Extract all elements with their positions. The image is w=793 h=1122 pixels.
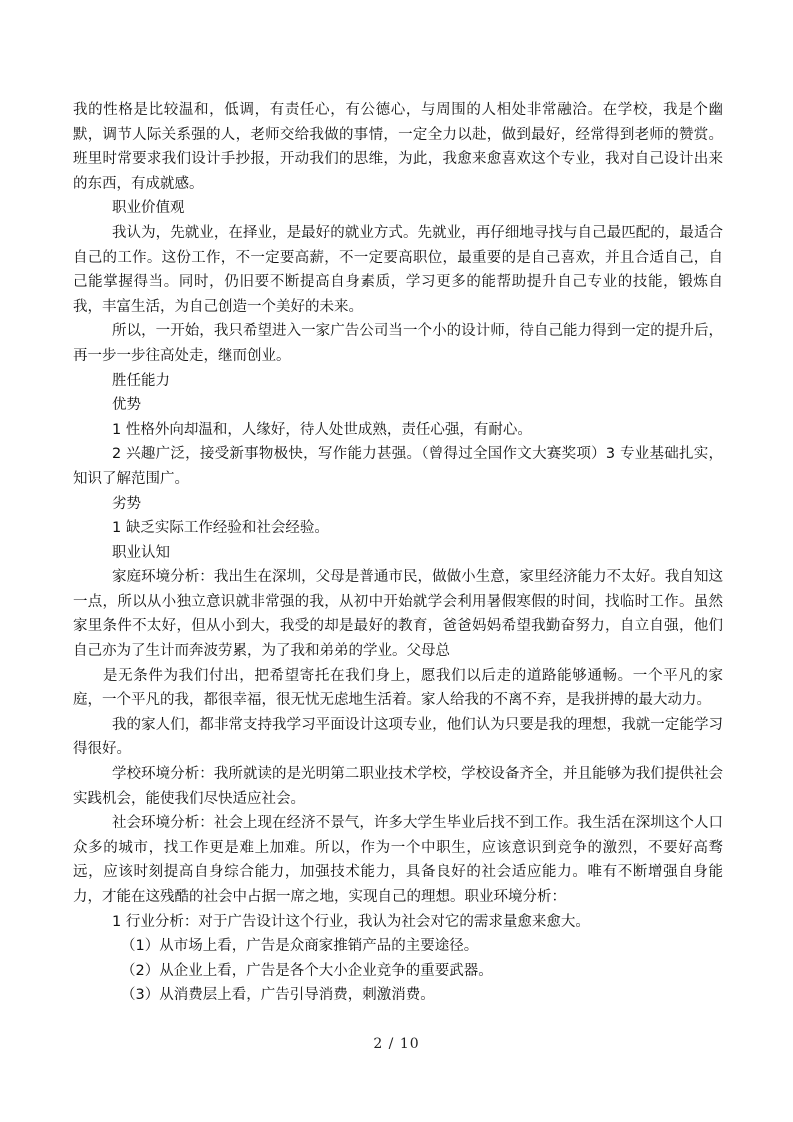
heading-strengths: 优势 — [112, 397, 141, 414]
strength-item-1: 1 性格外向却温和，人缘好，待人处世成熟，责任心强，有耐心。 — [112, 421, 532, 438]
heading-competence: 胜任能力 — [112, 372, 170, 389]
paragraph-family-support: 我的家人们，都非常支持我学习平面设计这项专业，他们认为只要是我的理想，我就一定能学习得很好。 — [73, 716, 723, 758]
paragraph-family-analysis: 家庭环境分析：我出生在深圳，父母是普通市民，做做小生意，家里经济能力不太好。我自知这一点，所以从小独立意识就非常强的我，从初中开始就学会利用暑假寒假的时间，找临时工作。虽然家里条件不太好，但从小到大，我受的却是最好的教育，爸爸妈妈希望我勤奋努力，自立自强，他们自己亦为了生计而奔波劳累，为了我和弟弟的学业。父母总 — [73, 569, 723, 660]
paragraph-industry-analysis: 1 行业分析：对于广告设计这个行业，我认为社会对它的需求量愈来愈大。 — [112, 913, 590, 930]
heading-career-values: 职业价值观 — [112, 200, 185, 217]
list-item-market: （1）从市场上看，广告是众商家推销产品的主要途径。 — [121, 938, 479, 955]
list-item-enterprise: （2）从企业上看，广告是各个大小企业竞争的重要武器。 — [121, 962, 493, 979]
heading-career-cognition: 职业认知 — [112, 544, 170, 561]
heading-weaknesses: 劣势 — [112, 495, 141, 512]
paragraph-society-analysis: 社会环境分析：社会上现在经济不景气，许多大学生毕业后找不到工作。我生活在深圳这个人口众多的城市，找工作更是难上加难。所以，作为一个中职生，应该意识到竞争的激烈，不要好高骛远，应该时刻提高自身综合能力，加强技术能力，具备良好的社会适应能力。唯有不断增强自身能力，才能在这残酷的社会中占据一席之地，实现自己的理想。职业环境分析： — [73, 815, 723, 905]
paragraph-school-analysis: 学校环境分析：我所就读的是光明第二职业技术学校，学校设备齐全，并且能够为我们提供社会实践机会，能使我们尽快适应社会。 — [73, 766, 723, 807]
list-item-consumer: （3）从消费层上看，广告引导消费，刺激消费。 — [121, 987, 435, 1004]
paragraph-career-goal: 所以，一开始，我只希望进入一家广告公司当一个小的设计师，待自己能力得到一定的提升后，再一步一步往高处走，继而创业。 — [73, 323, 723, 364]
page-number: 2 / 10 — [373, 1036, 420, 1052]
paragraph-personality: 我的性格是比较温和，低调，有责任心，有公德心，与周围的人相处非常融洽。在学校，我是个幽默，调节人际关系强的人，老师交给我做的事情，一定全力以赴，做到最好，经常得到老师的赞赏。班里时常要求我们设计手抄报，开动我们的思维，为此，我愈来愈喜欢这个专业，我对自己设计出来的东西，有成就感。 — [73, 102, 723, 192]
paragraph-career-values: 我认为，先就业，在择业，是最好的就业方式。先就业，再仔细地寻找与自己最匹配的，最适合自己的工作。这份工作，不一定要高薪，不一定要高职位，最重要的是自己喜欢，并且合适自己，自己能掌握得当。同时，仍旧要不断提高自身素质，学习更多的能帮助提升自己专业的技能，锻炼自我，丰富生活，为自己创造一个美好的未来。 — [73, 224, 723, 315]
weakness-item-1: 1 缺乏实际工作经验和社会经验。 — [112, 520, 329, 537]
strength-item-2: 2 兴趣广泛，接受新事物极快，写作能力甚强。（曾得过全国作文大赛奖项）3 专业基础扎实，知识了解范围广。 — [73, 446, 723, 487]
document-body — [73, 98, 723, 1008]
paragraph-family-continued: 是无条件为我们付出，把希望寄托在我们身上，愿我们以后走的道路能够通畅。一个平凡的家庭，一个平凡的我，都很幸福，很无忧无虑地生活着。家人给我的不离不弃，是我拼搏的最大动力。 — [73, 667, 723, 709]
